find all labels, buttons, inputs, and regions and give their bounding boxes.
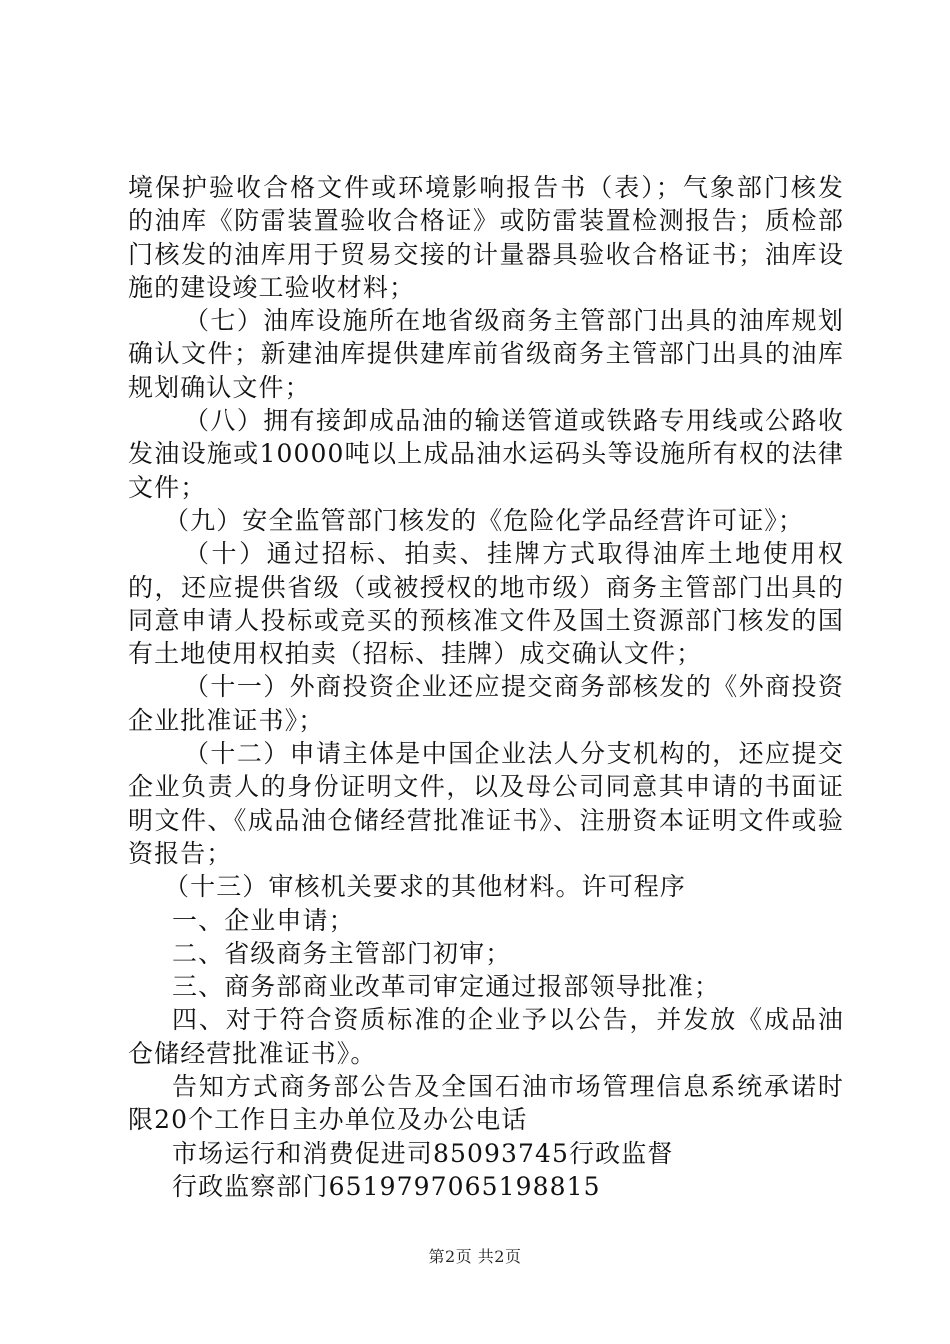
notice-method: 告知方式商务部公告及全国石油市场管理信息系统承诺时限20个工作日主办单位及办公电话 <box>128 1072 844 1135</box>
supervision-department: 行政监察部门6519797065198815 <box>172 1171 601 1201</box>
procedure-step-2: 二、省级商务主管部门初审； <box>172 938 512 968</box>
procedure-step-4: 四、对于符合资质标准的企业予以公告，并发放《成品油仓储经营批准证书》。 <box>128 1005 844 1068</box>
paragraph-item-9: （九）安全监管部门核发的《危险化学品经营许可证》； <box>164 505 805 535</box>
paragraph-item-13: （十三）审核机关要求的其他材料。许可程序 <box>164 872 687 902</box>
paragraph-item-10: （十）通过招标、拍卖、挂牌方式取得油库土地使用权的，还应提供省级（或被授权的地市级）商务主管部门出具的同意申请人投标或竞买的预核准文件及国土资源部门核发的国有土地使用权拍卖（招标、挂牌）成交确认文件； <box>128 539 844 669</box>
procedure-step-3: 三、商务部商业改革司审定通过报部领导批准； <box>172 972 721 1002</box>
paragraph-item-8: （八）拥有接卸成品油的输送管道或铁路专用线或公路收发油设施或10000吨以上成品油水运码头等设施所有权的法律文件； <box>128 406 844 502</box>
paragraph-item-11: （十一）外商投资企业还应提交商务部核发的《外商投资企业批准证书》； <box>128 672 844 735</box>
paragraph-continuation: 境保护验收合格文件或环境影响报告书（表）；气象部门核发的油库《防雷装置验收合格证》或防雷装置检测报告；质检部门核发的油库用于贸易交接的计量器具验收合格证书；油库设施的建设竣工验收材料； <box>128 173 844 302</box>
document-body <box>128 171 844 1203</box>
paragraph-item-7: （七）油库设施所在地省级商务主管部门出具的油库规划确认文件；新建油库提供建库前省级商务主管部门出具的油库规划确认文件； <box>128 306 844 402</box>
contact-department: 市场运行和消费促进司85093745行政监督 <box>172 1138 674 1168</box>
page-number: 第2页 共2页 <box>428 1247 522 1266</box>
paragraph-item-12: （十二）申请主体是中国企业法人分支机构的，还应提交企业负责人的身份证明文件，以及母公司同意其申请的书面证明文件、《成品油仓储经营批准证书》、注册资本证明文件或验资报告； <box>128 739 844 868</box>
procedure-step-1: 一、企业申请； <box>172 905 355 935</box>
